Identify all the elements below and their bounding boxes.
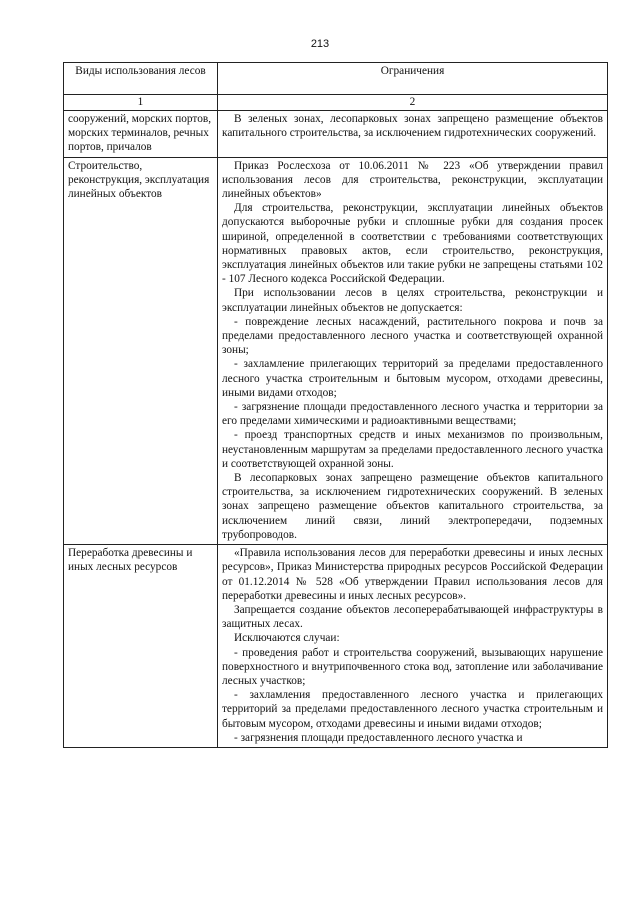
paragraph: Исключаются случаи: [234, 632, 340, 645]
restrictions-table [63, 62, 608, 748]
header-restrictions: Ограничения [218, 63, 608, 95]
paragraph: - захламление прилегающих территорий за пределами предоставленного лесного участка строительным и бытовым мусором, отходами древесины, иными видами отходов; [222, 358, 603, 399]
page-number: 213 [310, 38, 330, 50]
paragraph: Для строительства, реконструкции, эксплуатации линейных объектов допускаются выборочные рубки и сплошные рубки для создания просек шириной, определенной в соответствии с требованиями соответствующих нормативных правовых актов, если строительство, реконструкция, эксплуатация линейных объектов или такие рубки не запрещены статьями 102 - 107 Лесного кодекса Российской Федерации. [222, 202, 603, 286]
paragraph: - повреждение лесных насаждений, растительного покрова и почв за пределами предоставленного лесного участка и соответствующей охранной зоны; [222, 315, 603, 357]
column-number-1: 1 [64, 95, 218, 111]
paragraph: Приказ Рослесхоза от 10.06.2011 № 223 «Об утверждении правил использования лесов для строительства, реконструкции, эксплуатации линейных объектов» [222, 159, 603, 201]
table-row [64, 111, 608, 158]
paragraph: В зеленых зонах, лесопарковых зонах запрещено размещение объектов капитального строительства, за исключением гидротехнических сооружений. [222, 113, 603, 140]
paragraph: - захламления предоставленного лесного участка и прилегающих территорий за пределами предоставленного лесного участка строительным и бытовым мусором, отходами древесины и иными видами отходов; [222, 689, 603, 730]
paragraph: - проезд транспортных средств и иных механизмов по произвольным, неустановленным маршрутам за пределами предоставленного лесного участка и соответствующей охранной зоны. [222, 429, 603, 470]
table-row [64, 157, 608, 544]
paragraph: - загрязнение площади предоставленного лесного участка и территории за его пределами химическими и радиоактивными веществами; [222, 401, 603, 428]
forest-use-type: сооружений, морских портов, морских терминалов, речных портов, причалов [64, 111, 218, 158]
paragraph: В лесопарковых зонах запрещено размещение объектов капитального строительства, за исключением гидротехнических сооружений. В зеленых зонах запрещено размещение объектов капитального строительства, за исключением линий связи, линий электропередачи, подземных трубопроводов. [222, 472, 603, 541]
paragraph: «Правила использования лесов для переработки древесины и иных лесных ресурсов», Приказ Министерства природных ресурсов Российской Федерации от 01.12.2014 № 528 «Об утверждении Правил использования лесов для переработки древесины и иных лесных ресурсов». [222, 547, 603, 602]
table-header-row [64, 63, 608, 95]
forest-use-type: Переработка древесины и иных лесных ресурсов [64, 545, 218, 748]
paragraph: Запрещается создание объектов лесоперерабатывающей инфраструктуры в защитных лесах. [222, 603, 603, 631]
paragraph: - загрязнения площади предоставленного лесного участка и [234, 731, 523, 744]
paragraph: - проведения работ и строительства сооружений, вызывающих нарушение поверхностного и внутрипочвенного стока вод, затопление или заболачивание лесных участков; [222, 646, 603, 687]
column-number-2: 2 [218, 95, 608, 111]
paragraph: При использовании лесов в целях строительства, реконструкции и эксплуатации линейных объектов не допускается: [222, 287, 603, 314]
forest-use-type: Строительство, реконструкция, эксплуатация линейных объектов [64, 157, 218, 544]
column-number-row [64, 95, 608, 111]
header-forest-use-types: Виды использования лесов [64, 63, 218, 95]
restriction-text [218, 111, 608, 158]
restriction-text [218, 157, 608, 544]
table-row [64, 545, 608, 748]
restriction-text [218, 545, 608, 748]
